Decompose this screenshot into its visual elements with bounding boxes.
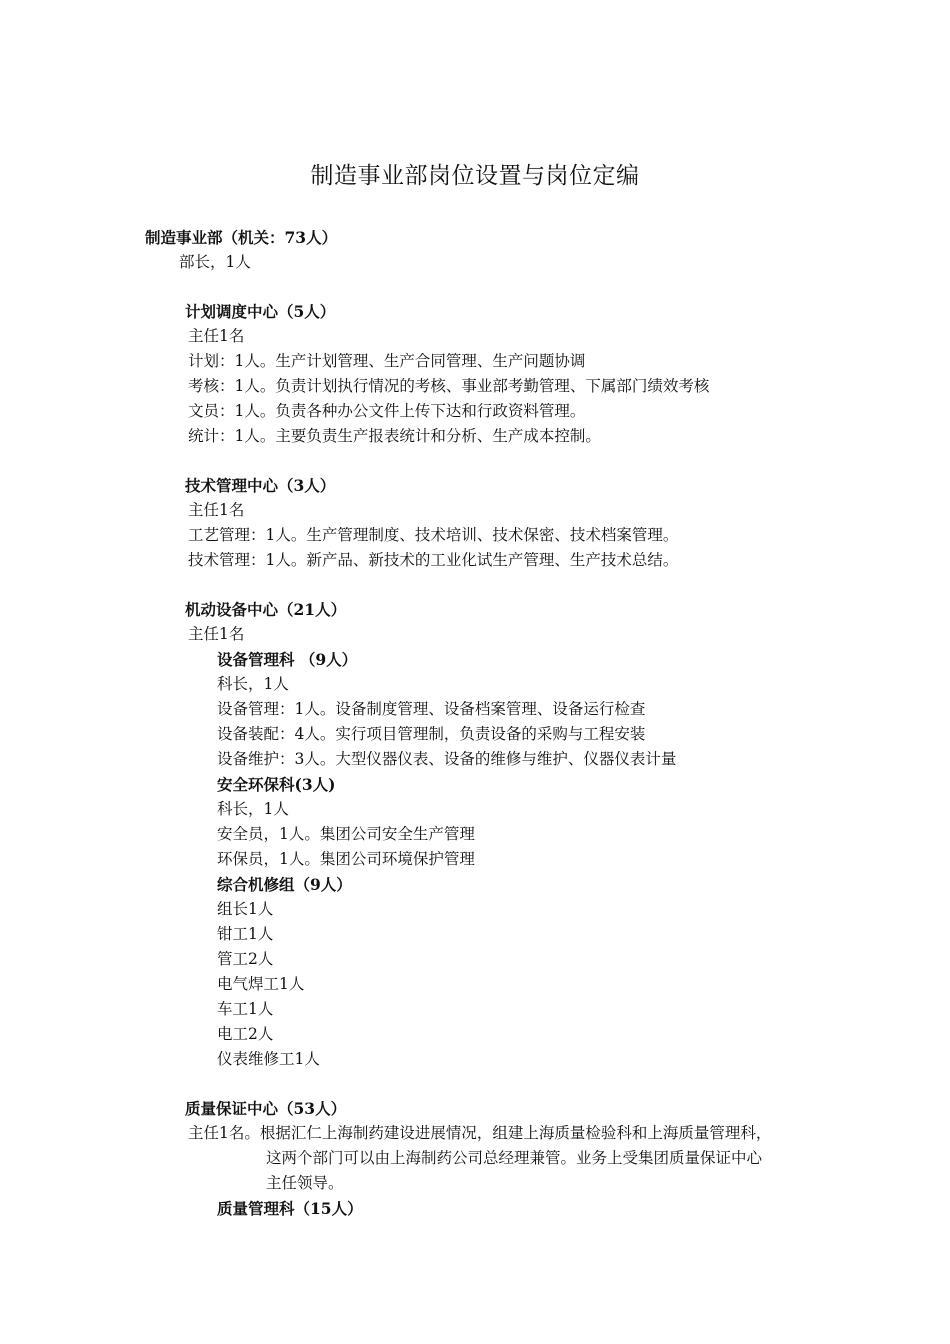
tech-item: 工艺管理：1人。生产管理制度、技术培训、技术保密、技术档案管理。 [188, 526, 679, 544]
repair-item: 车工1人 [217, 1000, 274, 1018]
planning-item: 统计：1人。主要负责生产报表统计和分析、生产成本控制。 [188, 427, 601, 445]
repair-item: 钳工1人 [217, 925, 274, 943]
tech-heading: 技术管理中心（3人） [185, 476, 336, 495]
planning-item: 考核：1人。负责计划执行情况的考核、事业部考勤管理、下属部门绩效考核 [188, 377, 710, 395]
repair-item: 管工2人 [217, 950, 274, 968]
repair-item: 仪表维修工1人 [217, 1050, 320, 1068]
equipment-director: 主任1名 [188, 625, 245, 643]
equipment-heading: 机动设备中心（21人） [185, 600, 347, 619]
planning-item: 计划：1人。生产计划管理、生产合同管理、生产问题协调 [188, 352, 586, 370]
tech-item: 技术管理：1人。新产品、新技术的工业化试生产管理、生产技术总结。 [188, 551, 679, 569]
quality-director-line: 主任领导。 [266, 1174, 344, 1192]
planning-item: 文员：1人。负责各种办公文件上传下达和行政资料管理。 [188, 402, 586, 420]
repair-item: 组长1人 [217, 900, 274, 918]
repair-item: 电工2人 [217, 1025, 274, 1043]
quality-director-line: 这两个部门可以由上海制药公司总经理兼管。业务上受集团质量保证中心 [266, 1149, 763, 1167]
page-title: 制造事业部岗位设置与岗位定编 [310, 163, 640, 189]
quality-mgmt-heading: 质量管理科（15人） [217, 1199, 363, 1218]
equip-mgmt-item: 设备维护：3人。大型仪器仪表、设备的维修与维护、仪器仪表计量 [217, 750, 677, 768]
planning-item: 主任1名 [188, 327, 245, 345]
division-head: 部长，1人 [179, 253, 251, 271]
safety-heading: 安全环保科(3人) [217, 775, 336, 794]
repair-heading: 综合机修组（9人） [217, 875, 352, 894]
repair-item: 电气焊工1人 [217, 975, 305, 993]
equip-mgmt-item: 科长，1人 [217, 675, 289, 693]
equip-mgmt-heading: 设备管理科 （9人） [217, 650, 358, 669]
division-heading: 制造事业部（机关：73人） [145, 228, 338, 247]
equip-mgmt-item: 设备装配：4人。实行项目管理制，负责设备的采购与工程安装 [217, 725, 646, 743]
equip-mgmt-item: 设备管理：1人。设备制度管理、设备档案管理、设备运行检查 [217, 700, 646, 718]
quality-heading: 质量保证中心（53人） [185, 1099, 347, 1118]
safety-item: 科长，1人 [217, 800, 289, 818]
quality-director-line: 主任1名。根据汇仁上海制药建设进展情况，组建上海质量检验科和上海质量管理科， [188, 1124, 772, 1142]
safety-item: 安全员，1人。集团公司安全生产管理 [217, 825, 475, 843]
planning-heading: 计划调度中心（5人） [185, 302, 336, 321]
tech-item: 主任1名 [188, 501, 245, 519]
safety-item: 环保员，1人。集团公司环境保护管理 [217, 850, 475, 868]
